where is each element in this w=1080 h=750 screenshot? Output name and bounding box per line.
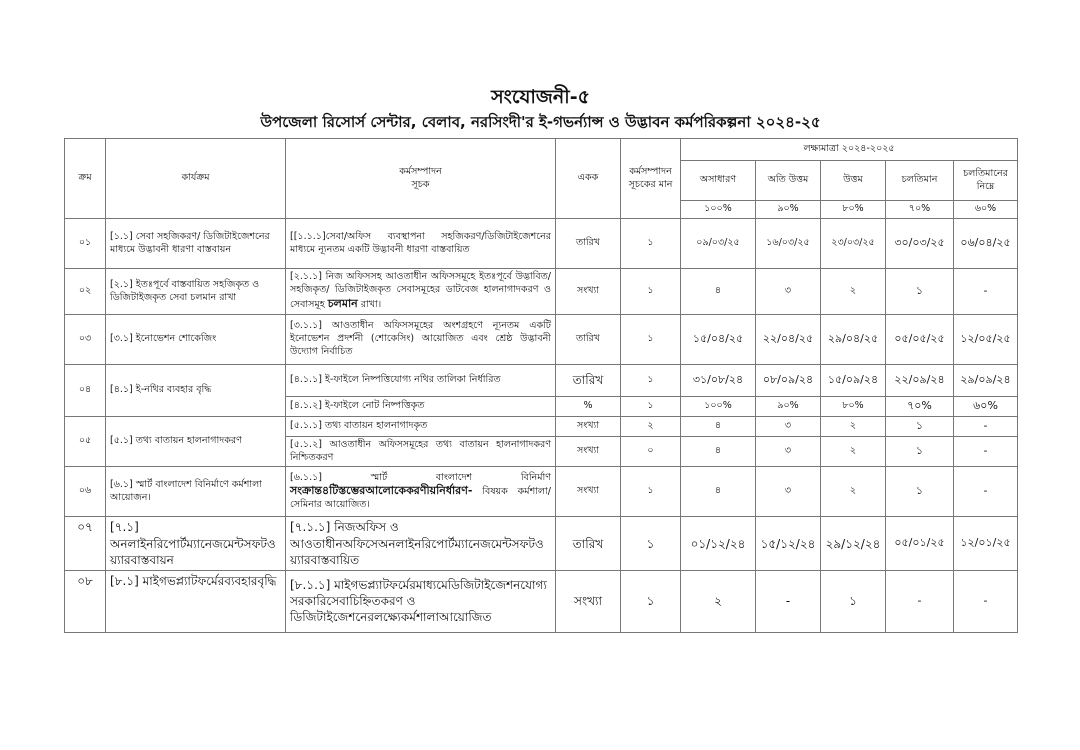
row-target: ১২/০১/২৫: [954, 517, 1018, 571]
row-target: ২২/০৯/২৪: [886, 365, 954, 397]
row-unit: সংখ্যা: [556, 436, 621, 467]
row-target: ০৫/০১/২৫: [886, 517, 954, 571]
row-unit: তারিখ: [556, 219, 621, 269]
row-serial: ০৫: [65, 416, 106, 466]
row-target: ১২/০৫/২৫: [954, 315, 1018, 365]
indicator-text: [৬.১.১] স্মার্ট বাংলাদেশ বিনির্মাণ: [290, 471, 551, 483]
row-indicator-value: ১: [621, 397, 681, 417]
row-target: ১০০%: [681, 397, 756, 417]
row-activity: [৩.১] ইনোভেশন শোকেজিং: [106, 315, 286, 365]
row-serial: ০১: [65, 219, 106, 269]
indicator-text: [২.১.১] নিজ অফিসসহ আওতাধীন অফিসসমূহে ইতঃপূর্বে উদ্ভাবিত/সহজিকৃত/ ডিজিটাইজকৃত সেবাসমূহের ডাটবেজ হালনাগাদকরণ ও সেবাসমূহ: [290, 271, 551, 310]
row-target: ১: [886, 436, 954, 467]
row-indicator: [৩.১.১] আওতাধীন অফিসসমূহের অংশগ্রহণে ন্যূনতম একটি ইনোভেশন প্রদর্শনী (শোকেসিং) আয়োজিত এবং শ্রেষ্ঠ উদ্ভাবনী উদ্যোগ নির্বাচিত: [286, 315, 556, 365]
row-serial: ০৮: [65, 570, 106, 632]
row-activity: [৮.১] মাইগভপ্ল্যাটফর্মেরব্যবহারবৃদ্ধি: [106, 570, 286, 632]
indicator-emphasis: চলমান: [327, 296, 358, 310]
target-percent: ৯০%: [756, 201, 821, 219]
row-target: ৪: [681, 436, 756, 467]
row-target: -: [954, 467, 1018, 517]
row-target: ০১/১২/২৪: [681, 517, 756, 571]
indicator-text: রাখা।: [360, 298, 382, 310]
header-indicator-line2: সূচক: [411, 178, 430, 190]
row-activity: [৫.১] তথ্য বাতায়ন হালনাগাদকরণ: [106, 416, 286, 466]
target-percent: ৬০%: [954, 201, 1018, 219]
row-unit: সংখ্যা: [556, 416, 621, 436]
table-row: [65, 467, 1018, 517]
header-target-group: লক্ষ্যমাত্রা ২০২৪-২০২৫: [681, 139, 1018, 161]
action-plan-table: [64, 138, 1018, 633]
row-indicator: [[১.১.১]সেবা/অফিস ব্যবস্থাপনা সহজিকরণ/ডিজিটাইজেশনের মাধ্যমে ন্যূনতম একটি উদ্ভাবনী ধারণা বাস্তবায়িত: [286, 219, 556, 269]
row-target: -: [954, 436, 1018, 467]
row-indicator-value: ১: [621, 269, 681, 315]
document-title: সংযোজনী-৫: [491, 86, 590, 108]
row-target: ৯০%: [756, 397, 821, 417]
row-target: -: [954, 416, 1018, 436]
row-target: -: [756, 570, 821, 632]
row-target: ৭০%: [886, 397, 954, 417]
header-unit: একক: [556, 139, 621, 219]
row-target: ১: [886, 416, 954, 436]
row-indicator: [৭.১.১] নিজঅফিস ও আওতাধীনঅফিসেঅনলাইনরিপোর্টম্যানেজমেন্টসফটওয়্যারবাস্তবায়িত: [286, 517, 556, 571]
row-indicator: [286, 269, 556, 315]
row-target: ২: [821, 436, 886, 467]
table-body: [65, 219, 1018, 633]
table-row: [65, 269, 1018, 315]
row-indicator-value: ১: [621, 517, 681, 571]
row-serial: ০৩: [65, 315, 106, 365]
row-serial: ০৪: [65, 365, 106, 417]
row-target: ০৬/০৪/২৫: [954, 219, 1018, 269]
row-target: -: [954, 570, 1018, 632]
row-unit: সংখ্যা: [556, 269, 621, 315]
row-activity: [২.১] ইতঃপূর্বে বাস্তবায়িত সহজিকৃত ও ডিজিটাইজকৃত সেবা চলমান রাখা: [106, 269, 286, 315]
indicator-text: বিষয়ক কর্মশালা/ সেমিনার আয়োজিত।: [290, 486, 551, 511]
row-unit: সংখ্যা: [556, 467, 621, 517]
header-good: উত্তম: [821, 161, 886, 201]
row-activity: [৪.১] ই-নথির ব্যবহার বৃদ্ধি: [106, 365, 286, 417]
row-target: -: [954, 269, 1018, 315]
row-target: ৩০/০৩/২৫: [886, 219, 954, 269]
row-indicator-value: ২: [621, 416, 681, 436]
row-serial: ০৬: [65, 467, 106, 517]
row-target: ২: [681, 570, 756, 632]
header-indicator-value: কর্মসম্পাদন সূচকের মান: [621, 139, 681, 219]
row-target: ১৫/১২/২৪: [756, 517, 821, 571]
row-indicator-value: ১: [621, 315, 681, 365]
row-target: ১: [821, 570, 886, 632]
header-serial: ক্রম: [65, 139, 106, 219]
row-activity: [৭.১] অনলাইনরিপোর্টম্যানেজমেন্টসফটওয়্যারবাস্তবায়ন: [106, 517, 286, 571]
row-target: ৩: [756, 436, 821, 467]
row-target: ২: [821, 269, 886, 315]
table-row: [65, 570, 1018, 632]
row-target: ১: [886, 269, 954, 315]
row-serial: ০২: [65, 269, 106, 315]
header-below-current: চলতিমানের নিম্নে: [954, 161, 1018, 201]
table-row: [65, 315, 1018, 365]
row-indicator-value: ১: [621, 570, 681, 632]
row-target: ২: [821, 467, 886, 517]
header-activity: কার্যক্রম: [106, 139, 286, 219]
row-target: ০৮/০৯/২৪: [756, 365, 821, 397]
row-target: ৬০%: [954, 397, 1018, 417]
header-indicator-line1: কর্মসম্পাদন: [399, 165, 442, 177]
table-row: [65, 365, 1018, 397]
row-activity: [৬.১] স্মার্ট বাংলাদেশ বিনির্মাণে কর্মশালা আয়োজন।: [106, 467, 286, 517]
indicator-emphasis: সংক্রান্ত৪টিস্তম্ভেরআলোকেকরণীয়নির্ধারণ-: [290, 484, 473, 498]
row-activity: [১.১] সেবা সহজিকরণ/ ডিজিটাইজেশনের মাধ্যমে উদ্ভাবনী ধারণা বাস্তবায়ন: [106, 219, 286, 269]
table-row: [65, 219, 1018, 269]
row-unit: তারিখ: [556, 517, 621, 571]
target-percent: ৮০%: [821, 201, 886, 219]
row-serial: ০৭: [65, 517, 106, 571]
row-target: ৩: [756, 269, 821, 315]
row-indicator-value: ১: [621, 467, 681, 517]
row-target: ২৯/০৯/২৪: [954, 365, 1018, 397]
document-subtitle: উপজেলা রিসোর্স সেন্টার, বেলাব, নরসিংদী'র ই-গভর্ন্যান্স ও উদ্ভাবন কর্মপরিকল্পনা ২০২৪-২৫: [260, 113, 821, 131]
header-excellent: অসাধারণ: [681, 161, 756, 201]
row-target: ০৫/০৫/২৫: [886, 315, 954, 365]
row-indicator: [286, 467, 556, 517]
row-target: ১: [886, 467, 954, 517]
row-indicator: [৫.১.১] তথ্য বাতায়ন হালনাগাদকৃত: [286, 416, 556, 436]
row-indicator: [৪.১.২] ই-ফাইলে নোট নিষ্পত্তিকৃত: [286, 397, 556, 417]
table-row: [65, 517, 1018, 571]
row-indicator: [৮.১.১] মাইগভপ্ল্যাটফর্মেরমাধ্যমেডিজিটাইজেশনযোগ্য সরকারিসেবাচিহ্নিতকরণ ও ডিজিটাইজেশনেরলক্ষ্যেকর্মশালাআয়োজিত: [286, 570, 556, 632]
row-target: ০৯/০৩/২৫: [681, 219, 756, 269]
row-unit: তারিখ: [556, 315, 621, 365]
row-target: ২: [821, 416, 886, 436]
row-target: ২৯/১২/২৪: [821, 517, 886, 571]
header-current: চলতিমান: [886, 161, 954, 201]
header-indicator: [286, 139, 556, 219]
row-target: ৩: [756, 416, 821, 436]
row-indicator: [৪.১.১] ই-ফাইলে নিষ্পত্তিযোগ্য নথির তালিকা নির্ধারিত: [286, 365, 556, 397]
row-unit: সংখ্যা: [556, 570, 621, 632]
row-target: ২৯/০৪/২৫: [821, 315, 886, 365]
row-target: ১৫/০৪/২৫: [681, 315, 756, 365]
row-indicator-value: ১: [621, 365, 681, 397]
row-indicator-value: ০: [621, 436, 681, 467]
row-target: ২২/০৪/২৫: [756, 315, 821, 365]
row-target: ৮০%: [821, 397, 886, 417]
row-unit: তারিখ: [556, 365, 621, 397]
header-very-good: অতি উত্তম: [756, 161, 821, 201]
target-percent: ১০০%: [681, 201, 756, 219]
row-target: ১৬/০৩/২৫: [756, 219, 821, 269]
row-indicator-value: ১: [621, 219, 681, 269]
row-target: ৩১/০৮/২৪: [681, 365, 756, 397]
row-target: ১৫/০৯/২৪: [821, 365, 886, 397]
table-row: [65, 416, 1018, 436]
target-percent: ৭০%: [886, 201, 954, 219]
row-target: ৩: [756, 467, 821, 517]
row-unit: %: [556, 397, 621, 417]
row-target: ২৩/০৩/২৫: [821, 219, 886, 269]
row-target: ৪: [681, 416, 756, 436]
row-target: ৪: [681, 467, 756, 517]
row-target: -: [886, 570, 954, 632]
row-indicator: [৫.১.২] আওতাধীন অফিসসমূহের তথ্য বাতায়ন হালনাগাদকরণ নিশ্চিতকরণ: [286, 436, 556, 467]
row-target: ৪: [681, 269, 756, 315]
